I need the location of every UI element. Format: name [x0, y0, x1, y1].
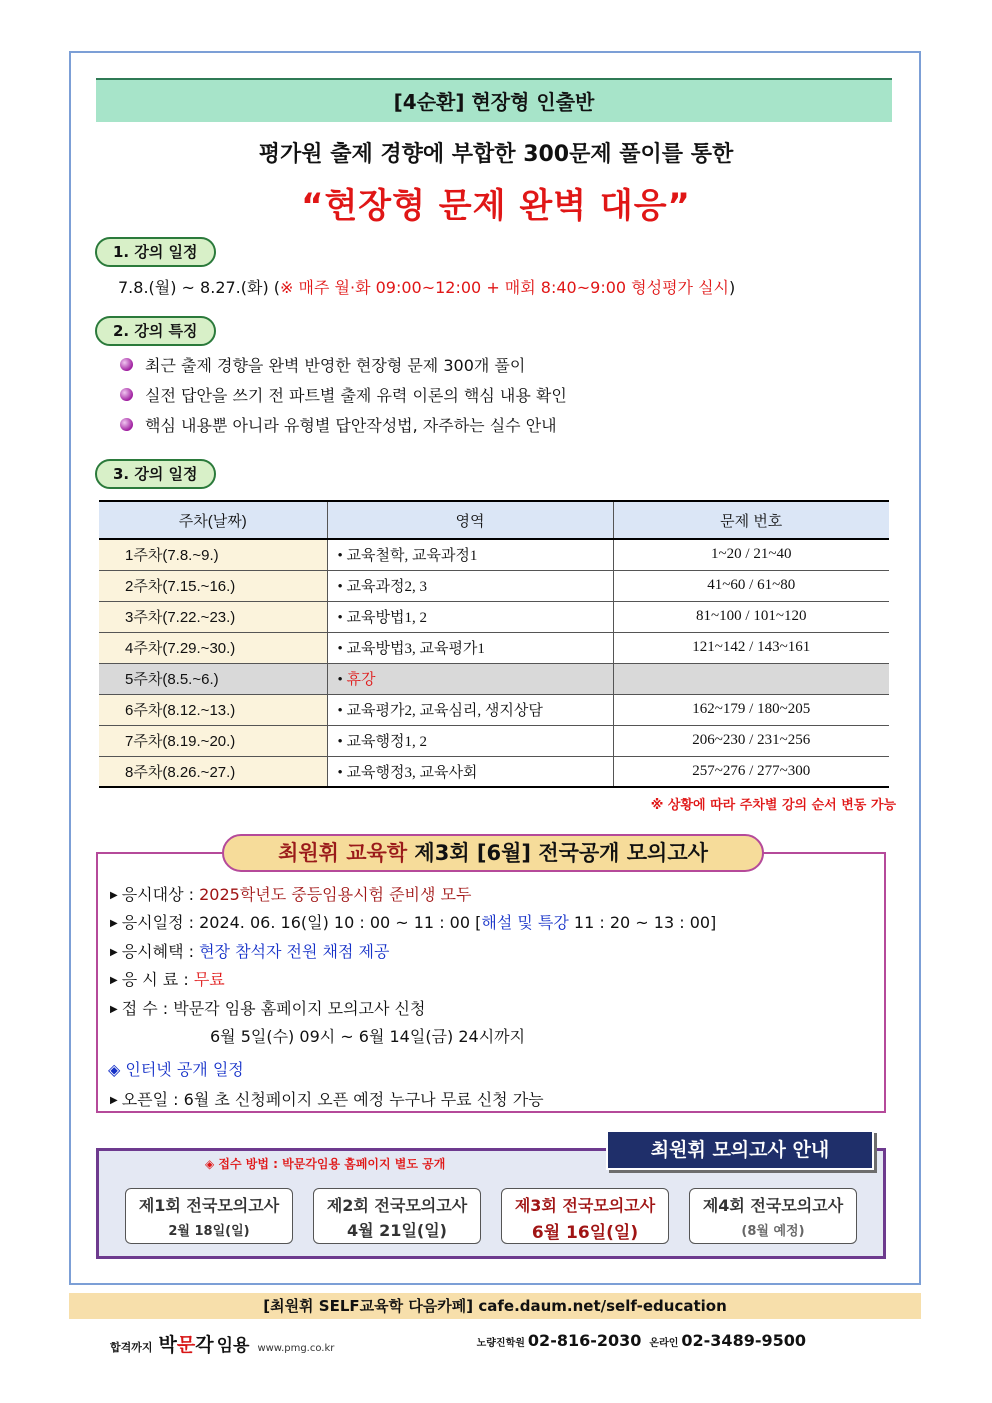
week-cell: 3주차(7.22.~23.) [99, 601, 327, 632]
schedule-note: ※ 상황에 따라 주차별 강의 순서 변동 가능 [650, 798, 896, 813]
logo-slogan: 합격까지 [110, 1341, 153, 1354]
contact-phones [477, 1331, 814, 1350]
bullet-icon [120, 418, 133, 431]
exam-name: 제2회 전국모의고사 [326, 1196, 468, 1215]
course-headline: “현장형 문제 완벽 대응” [301, 186, 691, 226]
numbers-cell: 81~100 / 101~120 [613, 601, 889, 632]
publisher-logo [110, 1330, 334, 1357]
numbers-cell [613, 663, 889, 694]
table-header-row [99, 501, 889, 539]
area-cell: • 교육방법1, 2 [327, 601, 613, 632]
bullet-icon [120, 358, 133, 371]
triangle-icon: ▶ [110, 1095, 118, 1106]
week-cell: 4주차(7.29.~30.) [99, 632, 327, 663]
area-cell: • 휴강 [327, 663, 613, 694]
section-1-label: 1. 강의 일정 [95, 237, 216, 267]
lecture-period [118, 275, 735, 298]
mock-target: ▶ 응시대상 : 2025학년도 중등임용시험 준비생 모두 [110, 885, 472, 904]
numbers-cell: 41~60 / 61~80 [613, 570, 889, 601]
exam-card-3 [501, 1188, 669, 1244]
cafe-link-bar[interactable]: [최원휘 SELF교육학 다음카페] cafe.daum.net/self-education [69, 1293, 921, 1319]
exam-card-2 [313, 1188, 481, 1244]
table-row [99, 570, 889, 601]
table-row-break [99, 663, 889, 694]
area-cell: • 교육철학, 교육과정1 [327, 539, 613, 570]
table-row [99, 539, 889, 570]
week-cell: 2주차(7.15.~16.) [99, 570, 327, 601]
exam-date: (8월 예정) [741, 1224, 805, 1239]
phone-label: 온라인 [649, 1338, 679, 1349]
feature-item: 핵심 내용뿐 아니라 유형별 답안작성법, 자주하는 실수 안내 [120, 413, 557, 436]
exam-card-1 [125, 1188, 293, 1244]
numbers-cell: 257~276 / 277~300 [613, 756, 889, 787]
exam-name: 제3회 전국모의고사 [514, 1196, 656, 1215]
exam-name: 제4회 전국모의고사 [702, 1196, 844, 1215]
schedule-table [99, 500, 889, 788]
table-row [99, 632, 889, 663]
triangle-icon: ▶ [110, 947, 118, 958]
break-label: 휴강 [346, 672, 376, 688]
mock-exam-title: 최원휘 교육학 제3회 [6월] 전국공개 모의고사 [222, 834, 764, 872]
mock-date: ▶ 응시일정 : 2024. 06. 16(일) 10 : 00 ~ 11 : 00 [해설 및 특강 11 : 20 ~ 13 : 00] [110, 913, 717, 932]
lecture-detail: ※ 매주 월·화 09:00~12:00 + 매회 8:40~9:00 형성평가 실시 [280, 278, 729, 297]
area-cell: • 교육평가2, 교육심리, 생지상담 [327, 694, 613, 725]
exam-card-4 [689, 1188, 857, 1244]
course-banner: [4순환] 현장형 인출반 [96, 78, 892, 122]
area-cell: • 교육행정3, 교육사회 [327, 756, 613, 787]
mock-benefit: ▶ 응시혜택 : 현장 참석자 전원 채점 제공 [110, 942, 390, 961]
publisher-url[interactable]: www.pmg.co.kr [257, 1343, 335, 1354]
section-2-label: 2. 강의 특징 [95, 316, 216, 346]
table-row [99, 694, 889, 725]
lecture-dates: 7.8.(월) ~ 8.27.(화) ( [118, 278, 281, 297]
exam-info-tab: 최원휘 모의고사 안내 [606, 1130, 874, 1170]
registration-method: ◈ 접수 방법 : 박문각임용 홈페이지 별도 공개 [205, 1157, 446, 1171]
week-cell: 7주차(8.19.~20.) [99, 725, 327, 756]
mock-fee: ▶ 응 시 료 : 무료 [110, 970, 225, 989]
mock-registration-period: 6월 5일(수) 09시 ~ 6월 14일(금) 24시까지 [210, 1027, 526, 1046]
week-cell: 8주차(8.26.~27.) [99, 756, 327, 787]
column-header: 문제 번호 [613, 501, 889, 539]
course-subtitle: 평가원 출제 경향에 부합한 300문제 풀이를 통한 [258, 142, 734, 167]
table-row [99, 725, 889, 756]
area-cell: • 교육과정2, 3 [327, 570, 613, 601]
phone-number: 02-3489-9500 [681, 1331, 806, 1350]
area-cell: • 교육방법3, 교육평가1 [327, 632, 613, 663]
numbers-cell: 206~230 / 231~256 [613, 725, 889, 756]
triangle-icon: ▶ [110, 890, 118, 901]
week-cell: 6주차(8.12.~13.) [99, 694, 327, 725]
mock-open-date: ▶ 오픈일 : 6월 초 신청페이지 오픈 예정 누구나 무료 신청 가능 [110, 1090, 544, 1109]
logo-wordmark: 박문각 [158, 1334, 214, 1356]
triangle-icon: ▶ [110, 918, 118, 929]
logo-suffix: 임용 [216, 1336, 250, 1356]
numbers-cell: 121~142 / 143~161 [613, 632, 889, 663]
numbers-cell: 1~20 / 21~40 [613, 539, 889, 570]
section-3-label: 3. 강의 일정 [95, 459, 216, 489]
triangle-icon: ▶ [110, 975, 118, 986]
exam-date: 2월 18일(일) [168, 1224, 250, 1239]
feature-item: 실전 답안을 쓰기 전 파트별 출제 유력 이론의 핵심 내용 확인 [120, 383, 567, 406]
mock-registration: ▶ 접 수 : 박문각 임용 홈페이지 모의고사 신청 [110, 999, 426, 1018]
triangle-icon: ▶ [110, 1004, 118, 1015]
week-cell: 5주차(8.5.~6.) [99, 663, 327, 694]
table-row [99, 756, 889, 787]
table-row [99, 601, 889, 632]
phone-label: 노량진학원 [476, 1338, 525, 1349]
numbers-cell: 162~179 / 180~205 [613, 694, 889, 725]
lecture-close: ) [728, 278, 736, 297]
column-header: 주차(날짜) [99, 501, 327, 539]
exam-date: 4월 21일(일) [347, 1221, 447, 1240]
phone-number: 02-816-2030 [527, 1331, 642, 1350]
exam-date: 6월 16일(일) [531, 1223, 639, 1243]
bullet-icon [120, 388, 133, 401]
week-cell: 1주차(7.8.~9.) [99, 539, 327, 570]
feature-item: 최근 출제 경향을 완벽 반영한 현장형 문제 300개 풀이 [120, 353, 525, 376]
exam-name: 제1회 전국모의고사 [138, 1196, 280, 1215]
online-schedule-heading: ◈ 인터넷 공개 일정 [108, 1060, 244, 1079]
area-cell: • 교육행정1, 2 [327, 725, 613, 756]
column-header: 영역 [327, 501, 613, 539]
